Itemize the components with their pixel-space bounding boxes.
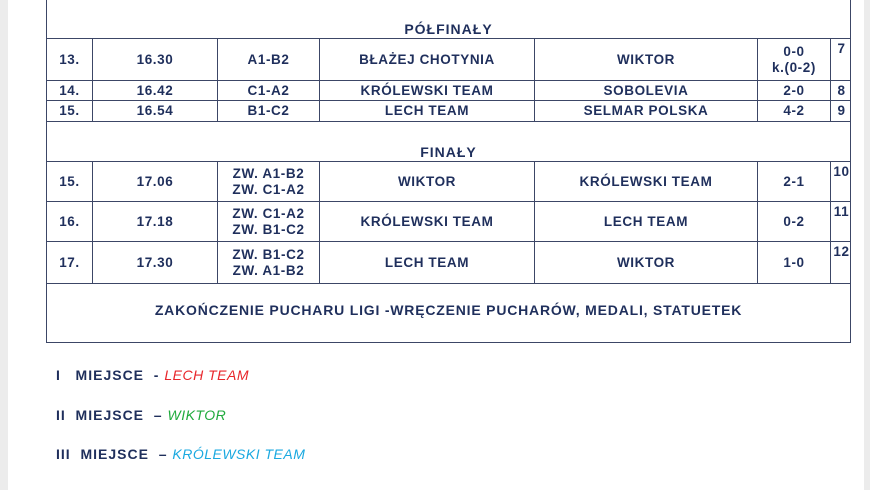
penalty-score: k.(0-2) bbox=[772, 59, 816, 75]
table-row bbox=[47, 38, 850, 81]
schedule-table bbox=[46, 0, 851, 343]
match-score: 2-1 bbox=[757, 162, 830, 201]
pitch-number: 12 bbox=[830, 242, 852, 283]
table-row bbox=[47, 80, 850, 101]
match-number: 14. bbox=[59, 82, 80, 98]
team-home: LECH TEAM bbox=[319, 242, 534, 283]
third-place bbox=[56, 446, 305, 462]
pitch-number: 10 bbox=[830, 162, 852, 201]
match-time: 16.42 bbox=[92, 81, 217, 100]
match-group: C1-A2 bbox=[217, 81, 319, 100]
pitch-number: 9 bbox=[830, 101, 852, 121]
match-score: 2-0 bbox=[757, 81, 830, 100]
team-away: SOBOLEVIA bbox=[534, 81, 757, 100]
match-group bbox=[217, 202, 319, 241]
second-place bbox=[56, 407, 226, 423]
group-line-2: ZW. A1-B2 bbox=[232, 262, 305, 278]
first-place bbox=[56, 367, 249, 383]
table-row bbox=[47, 241, 850, 284]
team-home: WIKTOR bbox=[319, 162, 534, 201]
match-group bbox=[217, 162, 319, 201]
team-away: KRÓLEWSKI TEAM bbox=[534, 162, 757, 201]
group-line-2: ZW. B1-C2 bbox=[232, 221, 305, 237]
match-time: 16.54 bbox=[92, 101, 217, 121]
semifinals-title: PÓŁFINAŁY bbox=[404, 21, 493, 37]
place-team: WIKTOR bbox=[167, 407, 227, 423]
match-time: 17.30 bbox=[92, 242, 217, 283]
match-group: A1-B2 bbox=[217, 39, 319, 80]
match-group bbox=[217, 242, 319, 283]
group-line-1: ZW. B1-C2 bbox=[232, 246, 305, 262]
team-away: SELMAR POLSKA bbox=[534, 101, 757, 121]
match-time: 17.06 bbox=[92, 162, 217, 201]
match-number: 15. bbox=[59, 103, 80, 118]
match-score: 1-0 bbox=[757, 242, 830, 283]
team-home: KRÓLEWSKI TEAM bbox=[319, 81, 534, 100]
match-score bbox=[757, 39, 830, 80]
place-team: LECH TEAM bbox=[164, 367, 249, 383]
place-team: KRÓLEWSKI TEAM bbox=[172, 446, 306, 462]
group-line-1: ZW. C1-A2 bbox=[232, 205, 305, 221]
closing-ceremony-note: ZAKOŃCZENIE PUCHARU LIGI -WRĘCZENIE PUCHARÓW, MEDALI, STATUETEK bbox=[154, 302, 743, 318]
pitch-number: 8 bbox=[830, 81, 852, 100]
team-away: LECH TEAM bbox=[534, 202, 757, 241]
team-home: BŁAŻEJ CHOTYNIA bbox=[319, 39, 534, 80]
match-score: 4-2 bbox=[757, 101, 830, 121]
table-row bbox=[47, 100, 850, 122]
match-time: 16.30 bbox=[92, 39, 217, 80]
score-value: 0-0 bbox=[783, 43, 805, 59]
match-score: 0-2 bbox=[757, 202, 830, 241]
pitch-number: 11 bbox=[830, 202, 852, 241]
table-row bbox=[47, 161, 850, 202]
document-page bbox=[8, 0, 864, 490]
pitch-number: 7 bbox=[830, 39, 852, 80]
team-away: WIKTOR bbox=[534, 242, 757, 283]
place-label: II MIEJSCE – bbox=[56, 407, 163, 423]
match-group: B1-C2 bbox=[217, 101, 319, 121]
team-away: WIKTOR bbox=[534, 39, 757, 80]
place-label: I MIEJSCE - bbox=[56, 367, 160, 383]
group-line-2: ZW. C1-A2 bbox=[232, 181, 305, 197]
table-row bbox=[47, 201, 850, 242]
match-number: 17. bbox=[59, 254, 80, 270]
match-time: 17.18 bbox=[92, 202, 217, 241]
team-home: KRÓLEWSKI TEAM bbox=[319, 202, 534, 241]
match-number: 13. bbox=[59, 51, 80, 67]
place-label: III MIEJSCE – bbox=[56, 446, 168, 462]
team-home: LECH TEAM bbox=[319, 101, 534, 121]
finals-title: FINAŁY bbox=[420, 144, 477, 160]
group-line-1: ZW. A1-B2 bbox=[232, 165, 305, 181]
match-number: 16. bbox=[59, 213, 80, 229]
match-number: 15. bbox=[59, 173, 80, 189]
